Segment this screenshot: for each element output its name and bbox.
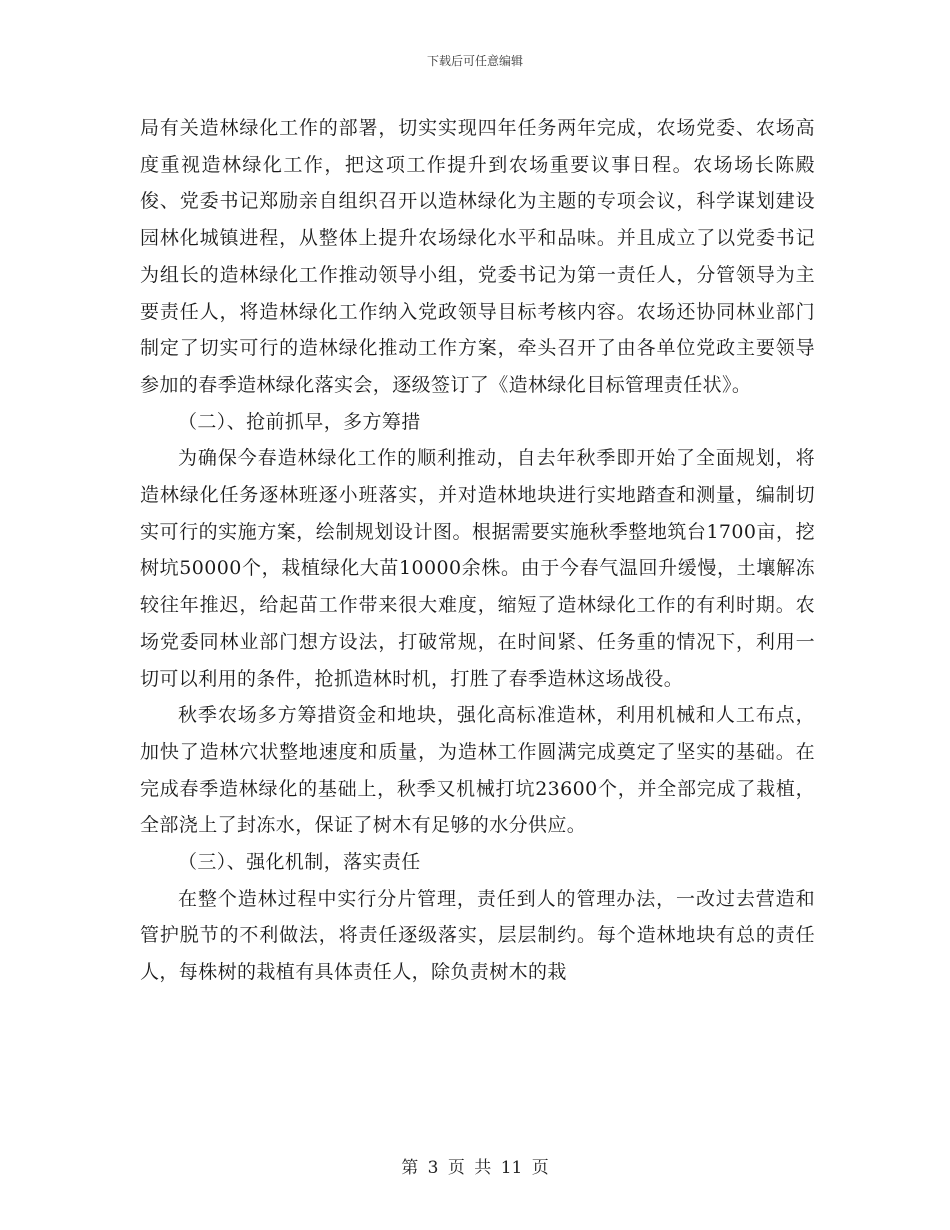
- document-body: [140, 110, 815, 991]
- paragraph-responsibility: 在整个造林过程中实行分片管理，责任到人的管理办法，一改过去营造和管护脱节的不利做法，将责任逐级落实，层层制约。每个造林地块有总的责任人，每株树的栽植有具体责任人，除负责树木的栽: [140, 887, 815, 984]
- section-heading-2: （二）、抢前抓早，多方筹措: [178, 410, 421, 433]
- page-number-footer: 第 3 页 共 11 页: [401, 1158, 549, 1178]
- paragraph-continuation: 局有关造林绿化工作的部署，切实实现四年任务两年完成，农场党委、农场高度重视造林绿化工作，把这项工作提升到农场重要议事日程。农场场长陈殿俊、党委书记郑励亲自组织召开以造林绿化为主题的专项会议，科学谋划建设园林化城镇进程，从整体上提升农场绿化水平和品味。并且成立了以党委书记为组长的造林绿化工作推动领导小组，党委书记为第一责任人，分管领导为主要责任人，将造林绿化工作纳入党政领导目标考核内容。农场还协同林业部门制定了切实可行的造林绿化推动工作方案，牵头召开了由各单位党政主要领导参加的春季造林绿化落实会，逐级签订了《造林绿化目标管理责任状》。: [140, 117, 815, 396]
- paragraph-autumn: 秋季农场多方筹措资金和地块，强化高标准造林，利用机械和人工布点，加快了造林穴状整地速度和质量，为造林工作圆满完成奠定了坚实的基础。在完成春季造林绿化的基础上，秋季又机械打坑23600个，并全部完成了栽植，全部浇上了封冻水，保证了树木有足够的水分供应。: [140, 704, 815, 837]
- page-header-note: 下载后可任意编辑: [426, 54, 523, 68]
- paragraph-planning: 为确保今春造林绿化工作的顺利推动，自去年秋季即开始了全面规划，将造林绿化任务逐林班逐小班落实，并对造林地块进行实地踏查和测量，编制切实可行的实施方案，绘制规划设计图。根据需要实施秋季整地筑台1700亩，挖树坑50000个，栽植绿化大苗10000余株。由于今春气温回升缓慢，土壤解冻较往年推迟，给起苗工作带来很大难度，缩短了造林绿化工作的有利时期。农场党委同林业部门想方设法，打破常规，在时间紧、任务重的情况下，利用一切可以利用的条件，抢抓造林时机，打胜了春季造林这场战役。: [140, 447, 815, 690]
- section-heading-3: （三）、强化机制，落实责任: [178, 851, 421, 874]
